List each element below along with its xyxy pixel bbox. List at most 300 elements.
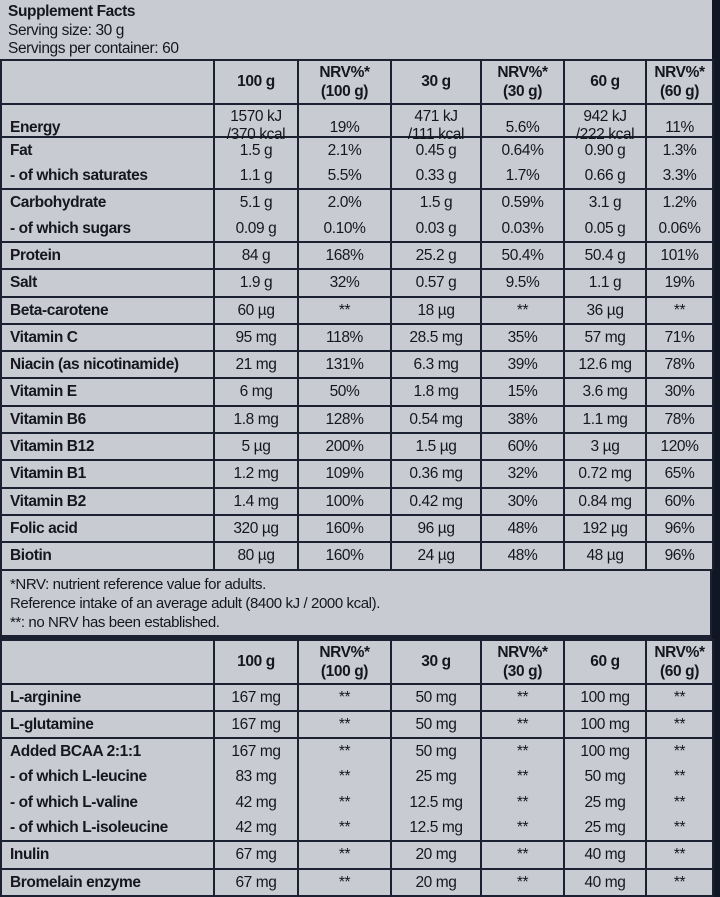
cell-line: 0.03 g	[415, 219, 457, 237]
nutrient-name	[1, 433, 214, 460]
nutrient-value	[298, 104, 391, 137]
cell-line: **	[673, 819, 686, 837]
column-header	[298, 640, 391, 684]
cell-line: 12.6 mg	[578, 356, 632, 374]
nutrient-value	[646, 488, 713, 515]
cell-line: 35%	[507, 328, 538, 346]
cell-line: **	[338, 873, 351, 891]
cell-line: 15%	[507, 383, 538, 401]
cell-line: - of which L-valine	[10, 793, 138, 811]
nutrient-name	[1, 406, 214, 433]
nutrient-value	[481, 137, 564, 190]
cell-line: **	[338, 301, 351, 319]
nutrient-name	[1, 189, 214, 242]
cell-line: 0.54 mg	[409, 410, 463, 428]
cell-line: **	[673, 873, 686, 891]
cell-line: 320 µg	[233, 519, 279, 537]
nutrient-name	[1, 711, 214, 738]
nutrient-value	[214, 104, 298, 143]
footnote: *NRV: nutrient reference value for adults.	[10, 575, 266, 593]
cell-line: Folic acid	[10, 519, 78, 537]
nutrient-value	[214, 542, 298, 569]
nutrient-value	[214, 406, 298, 433]
column-header	[214, 640, 298, 684]
nutrient-value	[481, 684, 564, 711]
cell-line: 5.6%	[505, 118, 540, 136]
nutrient-value	[214, 460, 298, 487]
cell-line: 0.09 g	[235, 219, 277, 237]
cell-line: 0.33 g	[415, 167, 457, 185]
nutrient-value	[646, 297, 713, 324]
cell-line: 28.5 mg	[409, 328, 463, 346]
nutrient-value	[214, 515, 298, 542]
column-header-line: (100 g)	[320, 662, 369, 680]
cell-line: 2.1%	[327, 141, 362, 159]
cell-line-part: 1570 kJ	[230, 107, 282, 125]
nutrient-value	[391, 542, 481, 569]
column-header-line: (30 g)	[503, 82, 542, 100]
cell-line: 20 mg	[415, 873, 457, 891]
cell-line: 96%	[664, 519, 695, 537]
cell-line: 57 mg	[584, 328, 626, 346]
nutrient-value	[481, 242, 564, 269]
nutrient-value	[391, 406, 481, 433]
label-header	[0, 0, 712, 59]
nutrient-value	[646, 738, 713, 841]
table-row	[1, 542, 713, 569]
nutrient-value	[646, 869, 713, 896]
cell-line: Niacin (as nicotinamide)	[10, 356, 179, 374]
cell-line: 32%	[507, 465, 538, 483]
nutrient-value	[391, 841, 481, 868]
cell-line: 67 mg	[235, 846, 277, 864]
nutrient-value	[214, 488, 298, 515]
column-header-line: NRV%*	[654, 63, 705, 81]
cell-line: 100 mg	[580, 715, 630, 733]
cell-line: 50 mg	[415, 688, 457, 706]
nutrient-name	[1, 297, 214, 324]
table-row	[1, 104, 713, 137]
cell-line: 30%	[507, 492, 538, 510]
cell-line: **	[516, 768, 529, 786]
cell-line: 42 mg	[235, 793, 277, 811]
nutrient-value	[481, 460, 564, 487]
column-header	[564, 640, 646, 684]
nutrient-value	[481, 269, 564, 296]
cell-line: 50 mg	[415, 743, 457, 761]
cell-line: 50.4 g	[584, 246, 626, 264]
cell-line: 0.84 mg	[578, 492, 632, 510]
table-row	[1, 738, 713, 841]
cell-line: Vitamin B12	[10, 438, 95, 456]
table-row	[1, 841, 713, 868]
nutrient-value	[298, 684, 391, 711]
nutrient-value	[646, 542, 713, 569]
nutrient-value	[214, 841, 298, 868]
nutrient-name	[1, 841, 214, 868]
nutrient-value	[298, 189, 391, 242]
column-header	[391, 60, 481, 104]
nutrient-value	[646, 137, 713, 190]
cell-line: 80 µg	[237, 547, 275, 565]
table-header-row	[1, 60, 713, 104]
amino-acid-table	[0, 639, 714, 897]
table-header-row	[1, 640, 713, 684]
nutrient-name	[1, 684, 214, 711]
cell-line: 20 mg	[415, 846, 457, 864]
cell-line: Vitamin C	[10, 328, 78, 346]
column-header	[646, 60, 713, 104]
cell-line: Inulin	[10, 846, 49, 864]
cell-line: Fat	[10, 141, 33, 159]
nutrient-value	[481, 406, 564, 433]
cell-line: 36 µg	[586, 301, 624, 319]
nutrient-value	[391, 869, 481, 896]
nutrient-value	[391, 189, 481, 242]
cell-line: 1.7%	[505, 167, 540, 185]
cell-line: 50 mg	[584, 768, 626, 786]
cell-line: Salt	[10, 274, 37, 292]
nutrient-value	[646, 242, 713, 269]
nutrition-table	[0, 59, 714, 571]
nutrient-value	[298, 841, 391, 868]
column-header-line: 30 g	[421, 73, 451, 90]
cell-line: Added BCAA 2:1:1	[10, 743, 141, 761]
nutrient-value	[564, 738, 646, 841]
table-row	[1, 324, 713, 351]
cell-line: Protein	[10, 246, 61, 264]
label-title: Supplement Facts	[8, 3, 136, 20]
nutrient-value	[646, 269, 713, 296]
nutrient-value	[298, 738, 391, 841]
nutrient-value	[298, 711, 391, 738]
cell-line: 50 mg	[415, 715, 457, 733]
nutrient-name	[1, 738, 214, 841]
nutrient-value	[391, 684, 481, 711]
nutrient-value	[646, 351, 713, 378]
cell-line: Beta-carotene	[10, 301, 109, 319]
cell-line: **	[516, 715, 529, 733]
footnotes	[0, 571, 712, 639]
cell-line-part: 471 kJ	[414, 107, 458, 125]
nutrient-value	[564, 297, 646, 324]
cell-line-part: /222 kcal	[575, 126, 635, 143]
nutrient-value	[214, 869, 298, 896]
cell-line: 1.8 mg	[413, 383, 459, 401]
cell-line: 48%	[507, 547, 538, 565]
nutrient-value	[564, 189, 646, 242]
nutrient-value	[564, 406, 646, 433]
cell-line: 32%	[329, 274, 360, 292]
cell-line: 24 µg	[417, 547, 455, 565]
cell-line: 0.72 mg	[578, 465, 632, 483]
nutrient-value	[646, 406, 713, 433]
cell-line: 0.06%	[658, 219, 701, 237]
cell-line: 38%	[507, 410, 538, 428]
nutrient-value	[646, 711, 713, 738]
nutrient-value	[214, 378, 298, 405]
cell-line: 95 mg	[235, 328, 277, 346]
cell-line: 0.05 g	[584, 219, 626, 237]
cell-line: **	[338, 768, 351, 786]
nutrient-value	[481, 542, 564, 569]
column-header	[564, 60, 646, 104]
nutrient-name	[1, 378, 214, 405]
table-row	[1, 378, 713, 405]
nutrient-value	[298, 351, 391, 378]
cell-line: 2.0%	[327, 194, 362, 212]
nutrient-value	[214, 684, 298, 711]
nutrient-value	[391, 488, 481, 515]
cell-line: 0.90 g	[584, 141, 626, 159]
nutrient-value	[214, 738, 298, 841]
cell-line	[569, 105, 641, 143]
table-row	[1, 406, 713, 433]
column-header	[214, 60, 298, 104]
cell-line: 1.4 mg	[233, 492, 279, 510]
cell-line: 0.10%	[323, 219, 366, 237]
nutrient-value	[646, 684, 713, 711]
nutrient-value	[564, 869, 646, 896]
column-header-line: NRV%*	[497, 643, 548, 661]
cell-line: **	[338, 819, 351, 837]
cell-line: 39%	[507, 356, 538, 374]
table-row	[1, 488, 713, 515]
table-row	[1, 269, 713, 296]
nutrient-value	[391, 738, 481, 841]
cell-line: 5.5%	[327, 167, 362, 185]
nutrient-value	[391, 378, 481, 405]
cell-line: **	[516, 743, 529, 761]
cell-line: **	[673, 743, 686, 761]
cell-line: 3.6 mg	[582, 383, 628, 401]
cell-line: 1.2%	[662, 194, 697, 212]
cell-line: 30%	[664, 383, 695, 401]
nutrient-value	[564, 324, 646, 351]
nutrient-value	[391, 433, 481, 460]
cell-line: 5.1 g	[239, 194, 273, 212]
cell-line: 1.3%	[662, 141, 697, 159]
nutrient-value	[646, 433, 713, 460]
cell-line: 3 µg	[590, 438, 620, 456]
nutrient-value	[298, 242, 391, 269]
cell-line: Vitamin B1	[10, 465, 86, 483]
cell-line: 50%	[329, 383, 360, 401]
nutrient-value	[391, 297, 481, 324]
nutrient-value	[298, 433, 391, 460]
nutrient-value	[564, 269, 646, 296]
cell-line: **	[673, 793, 686, 811]
cell-line: 1.1 g	[239, 167, 273, 185]
nutrient-value	[391, 711, 481, 738]
table-row	[1, 433, 713, 460]
cell-line: **	[516, 846, 529, 864]
cell-line: Bromelain enzyme	[10, 873, 141, 891]
nutrient-value	[564, 378, 646, 405]
nutrient-value	[391, 515, 481, 542]
cell-line: 25 mg	[415, 768, 457, 786]
nutrient-value	[646, 515, 713, 542]
table-row	[1, 189, 713, 242]
nutrient-value	[298, 542, 391, 569]
cell-line: 67 mg	[235, 873, 277, 891]
cell-line: 167 mg	[231, 743, 281, 761]
cell-line: 25.2 g	[415, 246, 457, 264]
column-header-line: (60 g)	[660, 82, 699, 100]
table-row	[1, 869, 713, 896]
nutrient-value	[391, 460, 481, 487]
cell-line: 167 mg	[231, 688, 281, 706]
cell-line: **	[338, 743, 351, 761]
nutrient-value	[646, 104, 713, 137]
cell-line-part: 942 kJ	[583, 107, 627, 125]
nutrient-value	[564, 460, 646, 487]
nutrient-name	[1, 324, 214, 351]
nutrient-value	[564, 542, 646, 569]
cell-line: **	[673, 768, 686, 786]
cell-line: 84 g	[241, 246, 271, 264]
cell-line: Vitamin E	[10, 383, 77, 401]
nutrient-value	[298, 378, 391, 405]
cell-line: **	[673, 688, 686, 706]
nutrient-value	[564, 351, 646, 378]
cell-line: 167 mg	[231, 715, 281, 733]
cell-line: 1.5 g	[239, 141, 273, 159]
nutrient-value	[214, 269, 298, 296]
cell-line: - of which L-leucine	[10, 768, 147, 786]
nutrient-value	[391, 137, 481, 190]
cell-line: **	[338, 793, 351, 811]
nutrient-value	[481, 869, 564, 896]
cell-line: 65%	[664, 465, 695, 483]
cell-line: 71%	[664, 328, 695, 346]
table-row	[1, 460, 713, 487]
cell-line: 42 mg	[235, 819, 277, 837]
nutrient-value	[214, 242, 298, 269]
cell-line: **	[338, 688, 351, 706]
cell-line: 160%	[325, 547, 364, 565]
column-header	[1, 60, 214, 104]
cell-line: 96%	[664, 547, 695, 565]
nutrient-value	[391, 324, 481, 351]
cell-line: 0.59%	[501, 194, 544, 212]
cell-line: 131%	[325, 356, 364, 374]
cell-line: 21 mg	[235, 356, 277, 374]
nutrient-value	[481, 104, 564, 137]
cell-line: 78%	[664, 410, 695, 428]
cell-line: **	[516, 688, 529, 706]
cell-line: 1.2 mg	[233, 465, 279, 483]
cell-line: 100 mg	[580, 688, 630, 706]
table-row	[1, 515, 713, 542]
cell-line: **	[673, 846, 686, 864]
nutrient-value	[391, 104, 481, 143]
table-row	[1, 684, 713, 711]
nutrient-name	[1, 515, 214, 542]
cell-line: 0.42 mg	[409, 492, 463, 510]
nutrient-value	[481, 738, 564, 841]
table-row	[1, 242, 713, 269]
cell-line: 0.57 g	[415, 274, 457, 292]
nutrient-value	[214, 324, 298, 351]
cell-line: 0.64%	[501, 141, 544, 159]
nutrient-name	[1, 242, 214, 269]
cell-line: **	[338, 715, 351, 733]
nutrient-value	[481, 841, 564, 868]
cell-line	[396, 105, 476, 143]
cell-line: 1.9 g	[239, 274, 273, 292]
table-row	[1, 351, 713, 378]
nutrient-value	[298, 869, 391, 896]
cell-line: 1.1 g	[588, 274, 622, 292]
cell-line: **	[516, 819, 529, 837]
column-header-line: NRV%*	[319, 643, 370, 661]
cell-line: Vitamin B6	[10, 410, 86, 428]
cell-line: - of which L-isoleucine	[10, 819, 168, 837]
cell-line: 0.36 mg	[409, 465, 463, 483]
cell-line: Carbohydrate	[10, 194, 106, 212]
footnote: Reference intake of an average adult (8400 kJ / 2000 kcal).	[10, 594, 380, 612]
cell-line: 6 mg	[239, 383, 273, 401]
cell-line	[219, 105, 293, 143]
nutrient-name	[1, 542, 214, 569]
nutrient-name	[1, 460, 214, 487]
nutrient-value	[214, 711, 298, 738]
nutrient-value	[214, 297, 298, 324]
table-row	[1, 711, 713, 738]
cell-line: 160%	[325, 519, 364, 537]
cell-line-part: /111 kcal	[407, 126, 465, 143]
cell-line: - of which sugars	[10, 219, 131, 237]
nutrient-value	[481, 488, 564, 515]
nutrient-value	[481, 711, 564, 738]
nutrient-value	[298, 324, 391, 351]
cell-line: 78%	[664, 356, 695, 374]
nutrient-value	[391, 351, 481, 378]
nutrient-value	[214, 137, 298, 190]
cell-line: Energy	[10, 118, 61, 136]
nutrient-value	[481, 378, 564, 405]
cell-line: 12.5 mg	[409, 819, 463, 837]
cell-line: L-glutamine	[10, 715, 94, 733]
cell-line: - of which saturates	[10, 167, 148, 185]
cell-line: 40 mg	[584, 873, 626, 891]
column-header	[481, 60, 564, 104]
nutrient-value	[298, 297, 391, 324]
cell-line: 100 mg	[580, 743, 630, 761]
cell-line-part: /370 kcal	[226, 126, 286, 143]
cell-line: 3.3%	[662, 167, 697, 185]
nutrient-name	[1, 104, 214, 137]
cell-line: **	[516, 301, 529, 319]
cell-line: **	[673, 715, 686, 733]
nutrient-value	[564, 515, 646, 542]
nutrient-value	[646, 324, 713, 351]
cell-line: 101%	[660, 246, 699, 264]
column-header-line: 100 g	[237, 73, 275, 90]
nutrient-value	[214, 189, 298, 242]
column-header	[481, 640, 564, 684]
column-header-line: 30 g	[421, 653, 451, 671]
column-header	[298, 60, 391, 104]
cell-line: 60%	[507, 438, 538, 456]
nutrient-name	[1, 137, 214, 190]
cell-line: 128%	[325, 410, 364, 428]
nutrient-value	[564, 242, 646, 269]
column-header	[646, 640, 713, 684]
column-header-line: NRV%*	[319, 63, 370, 81]
cell-line: 3.1 g	[588, 194, 622, 212]
